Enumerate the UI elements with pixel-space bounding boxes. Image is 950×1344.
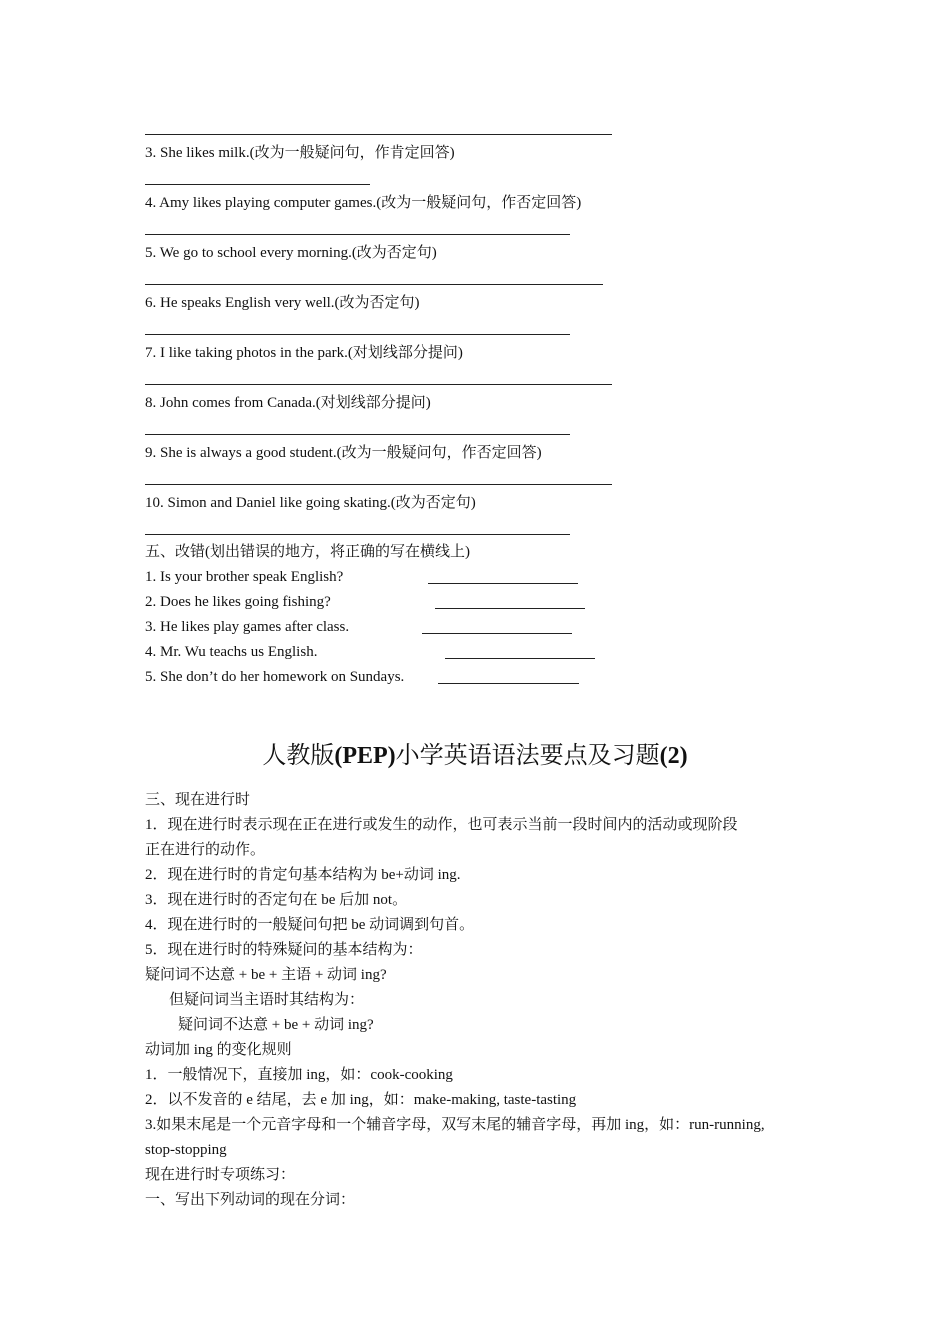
exercise-item: 10. Simon and Daniel like going skating.(改为否定句) [145, 495, 476, 511]
title-part: (2) [659, 743, 688, 769]
answer-line [438, 683, 579, 684]
grammar-line: 疑问词不达意 + be + 动词 ing? [178, 1017, 374, 1033]
section-heading: 五、改错(划出错误的地方，将正确的写在横线上) [145, 544, 470, 560]
exercise-item: 4. Amy likes playing computer games.(改为一般疑问句，作否定回答) [145, 195, 582, 211]
answer-line [145, 434, 570, 435]
answer-line [145, 484, 612, 485]
grammar-line: 疑问词不达意 + be + 主语 + 动词 ing? [145, 967, 387, 983]
correction-item: 5. She don’t do her homework on Sundays. [145, 669, 405, 685]
grammar-line: stop-stopping [145, 1142, 227, 1158]
grammar-line: 现在进行时专项练习： [145, 1167, 296, 1183]
answer-line [435, 608, 585, 609]
grammar-line: 3.如果末尾是一个元音字母和一个辅音字母，双写末尾的辅音字母，再加 ing，如：run-running, [145, 1117, 765, 1133]
grammar-line: 但疑问词当主语时其结构为： [169, 992, 365, 1008]
correction-item: 2. Does he likes going fishing? [145, 594, 331, 610]
answer-line [422, 633, 572, 634]
answer-line [145, 184, 370, 185]
answer-line [145, 334, 570, 335]
grammar-line: 3．现在进行时的否定句在 be 后加 not。 [145, 892, 408, 908]
answer-line [445, 658, 595, 659]
answer-line [145, 534, 570, 535]
title-part: 人教版 [262, 743, 335, 769]
grammar-line: 5．现在进行时的特殊疑问的基本结构为： [145, 942, 423, 958]
title-part: (PEP) [334, 743, 396, 769]
exercise-item: 6. He speaks English very well.(改为否定句) [145, 295, 420, 311]
correction-item: 1. Is your brother speak English? [145, 569, 344, 585]
correction-item: 3. He likes play games after class. [145, 619, 350, 635]
exercise-item: 8. John comes from Canada.(对划线部分提问) [145, 395, 431, 411]
grammar-line: 2．以不发音的 e 结尾，去 e 加 ing，如：make-making, taste-tasting [145, 1092, 577, 1108]
exercise-item: 5. We go to school every morning.(改为否定句) [145, 245, 437, 261]
grammar-line: 2．现在进行时的肯定句基本结构为 be+动词 ing. [145, 867, 461, 883]
answer-line [145, 384, 612, 385]
answer-line [145, 134, 612, 135]
exercise-item: 3. She likes milk.(改为一般疑问句，作肯定回答) [145, 145, 455, 161]
section-heading: 一、写出下列动词的现在分词： [145, 1192, 356, 1208]
answer-line [145, 234, 570, 235]
grammar-line: 动词加 ing 的变化规则 [145, 1042, 292, 1058]
answer-line [145, 284, 603, 285]
title-part: 小学英语语法要点及习题 [395, 743, 660, 769]
page-title [0, 740, 950, 772]
grammar-line: 4．现在进行时的一般疑问句把 be 动词调到句首。 [145, 917, 475, 933]
grammar-line: 正在进行的动作。 [145, 842, 266, 858]
grammar-line: 1．一般情况下，直接加 ing，如：cook-cooking [145, 1067, 453, 1083]
section-heading: 三、现在进行时 [145, 792, 251, 808]
exercise-item: 9. She is always a good student.(改为一般疑问句，作否定回答) [145, 445, 542, 461]
answer-line [428, 583, 578, 584]
grammar-line: 1．现在进行时表示现在正在进行或发生的动作，也可表示当前一段时间内的活动或现阶段 [145, 817, 738, 833]
exercise-item: 7. I like taking photos in the park.(对划线部分提问) [145, 345, 463, 361]
correction-item: 4. Mr. Wu teachs us English. [145, 644, 318, 660]
